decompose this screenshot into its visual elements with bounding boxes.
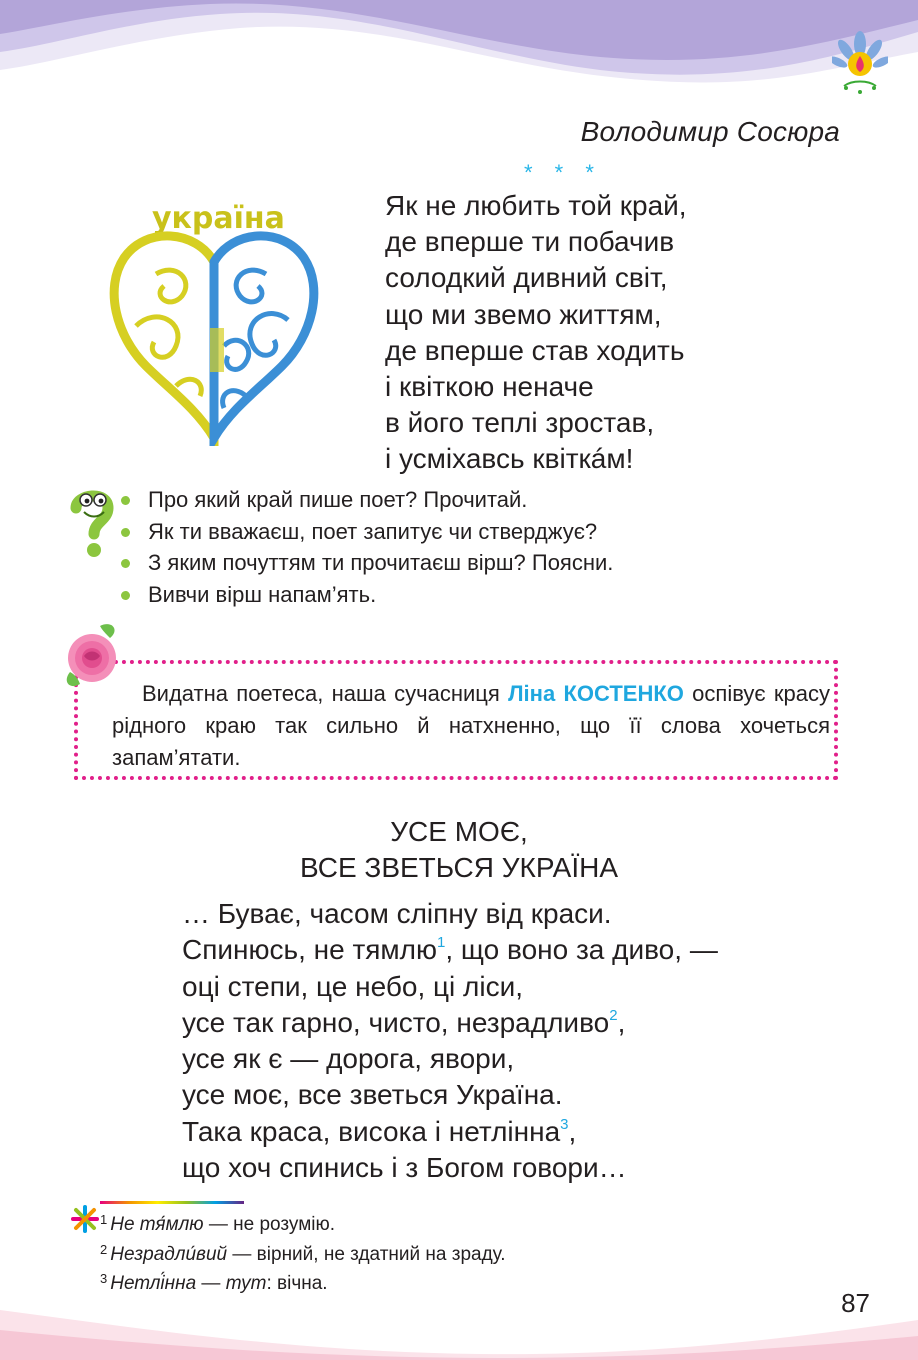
footnote-ref[interactable]: 2: [609, 1006, 618, 1024]
poem-line: усе так гарно, чисто, незрадливо$^2$,: [182, 1006, 626, 1038]
poem-stars-divider: * * *: [524, 160, 602, 185]
rose-flower-icon: [60, 620, 130, 692]
emblem-label: україна: [152, 201, 285, 236]
info-text: [112, 678, 830, 774]
poet-name: Ліна КОСТЕНКО: [508, 681, 684, 706]
poem-line: солодкий дивний світ,: [385, 262, 668, 294]
poem-line: що ми звемо життям,: [385, 298, 662, 330]
poem-line: і квіткою неначе: [385, 371, 594, 403]
poem-line: … Буває, часом сліпну від краси.: [182, 898, 612, 929]
page-number: 87: [841, 1288, 870, 1318]
question-item: Вивчи вірш напам’ять.: [118, 579, 613, 611]
question-item: Про який край пише поет? Прочитай.: [118, 484, 613, 516]
footnotes: [100, 1208, 506, 1297]
poem-line: оці степи, це небо, ці ліси,: [182, 970, 524, 1002]
question-mark-mascot-icon: [64, 488, 120, 558]
poem-2-title-line: ВСЕ ЗВЕТЬСЯ УКРАЇНА: [299, 852, 619, 883]
footnote-item: $^1$ Не тя́млю — не розумію.: [100, 1212, 336, 1235]
info-text-after: оспівує красу рідного краю так сильно й натхненно, що її слова хочеться запам’ятати.: [112, 681, 831, 770]
ukraine-heart-emblem: [106, 196, 324, 446]
poem-2-title: [0, 814, 918, 886]
poem-line: в його теплі зростав,: [385, 407, 655, 439]
poem-1: [385, 188, 687, 478]
footer-wave-decoration: [0, 1290, 918, 1360]
poem-line: де вперше ти побачив: [385, 226, 675, 258]
footnote-item: $^2$ Незрадли́вий — вірний, не здатний на зраду.: [100, 1241, 506, 1265]
footnote-ref[interactable]: 3: [560, 1115, 569, 1133]
poem-2: [182, 896, 718, 1186]
poem-2-title-line: УСЕ МОЄ,: [390, 816, 528, 847]
info-text-before: Видатна поетеса, наша сучасниця: [142, 681, 509, 706]
poem-line: усе як є — дорога, явори,: [182, 1043, 515, 1075]
flower-ornament-icon: [832, 30, 888, 96]
poem-line: що хоч спинись і з Богом говори…: [182, 1152, 627, 1184]
footnote-star-icon: [70, 1204, 100, 1234]
poem-line: Така краса, висока і нетлінна$^3$,: [182, 1115, 577, 1147]
question-item: Як ти вважаєш, поет запитує чи стверджує?: [118, 516, 613, 548]
footnote-item: $^3$ Нетлі́нна — тут: вічна.: [100, 1271, 328, 1294]
footnote-ref[interactable]: 1: [437, 934, 446, 952]
poem-line: усе моє, все зветься Україна.: [182, 1079, 563, 1111]
poem-author: Володимир Сосюра: [580, 116, 840, 147]
footnote-divider: [100, 1201, 244, 1204]
question-item: З яким почуттям ти прочитаєш вірш? Поясни.: [118, 547, 613, 579]
poem-line: Спинюсь, не тямлю$^1$, що воно за диво, —: [182, 934, 718, 966]
questions-list: [118, 484, 613, 610]
poem-line: і усміхавсь квіткáм!: [385, 443, 634, 475]
poem-line: Як не любить той край,: [385, 190, 687, 221]
info-box: [74, 660, 838, 780]
poem-line: де вперше став ходить: [385, 334, 685, 366]
